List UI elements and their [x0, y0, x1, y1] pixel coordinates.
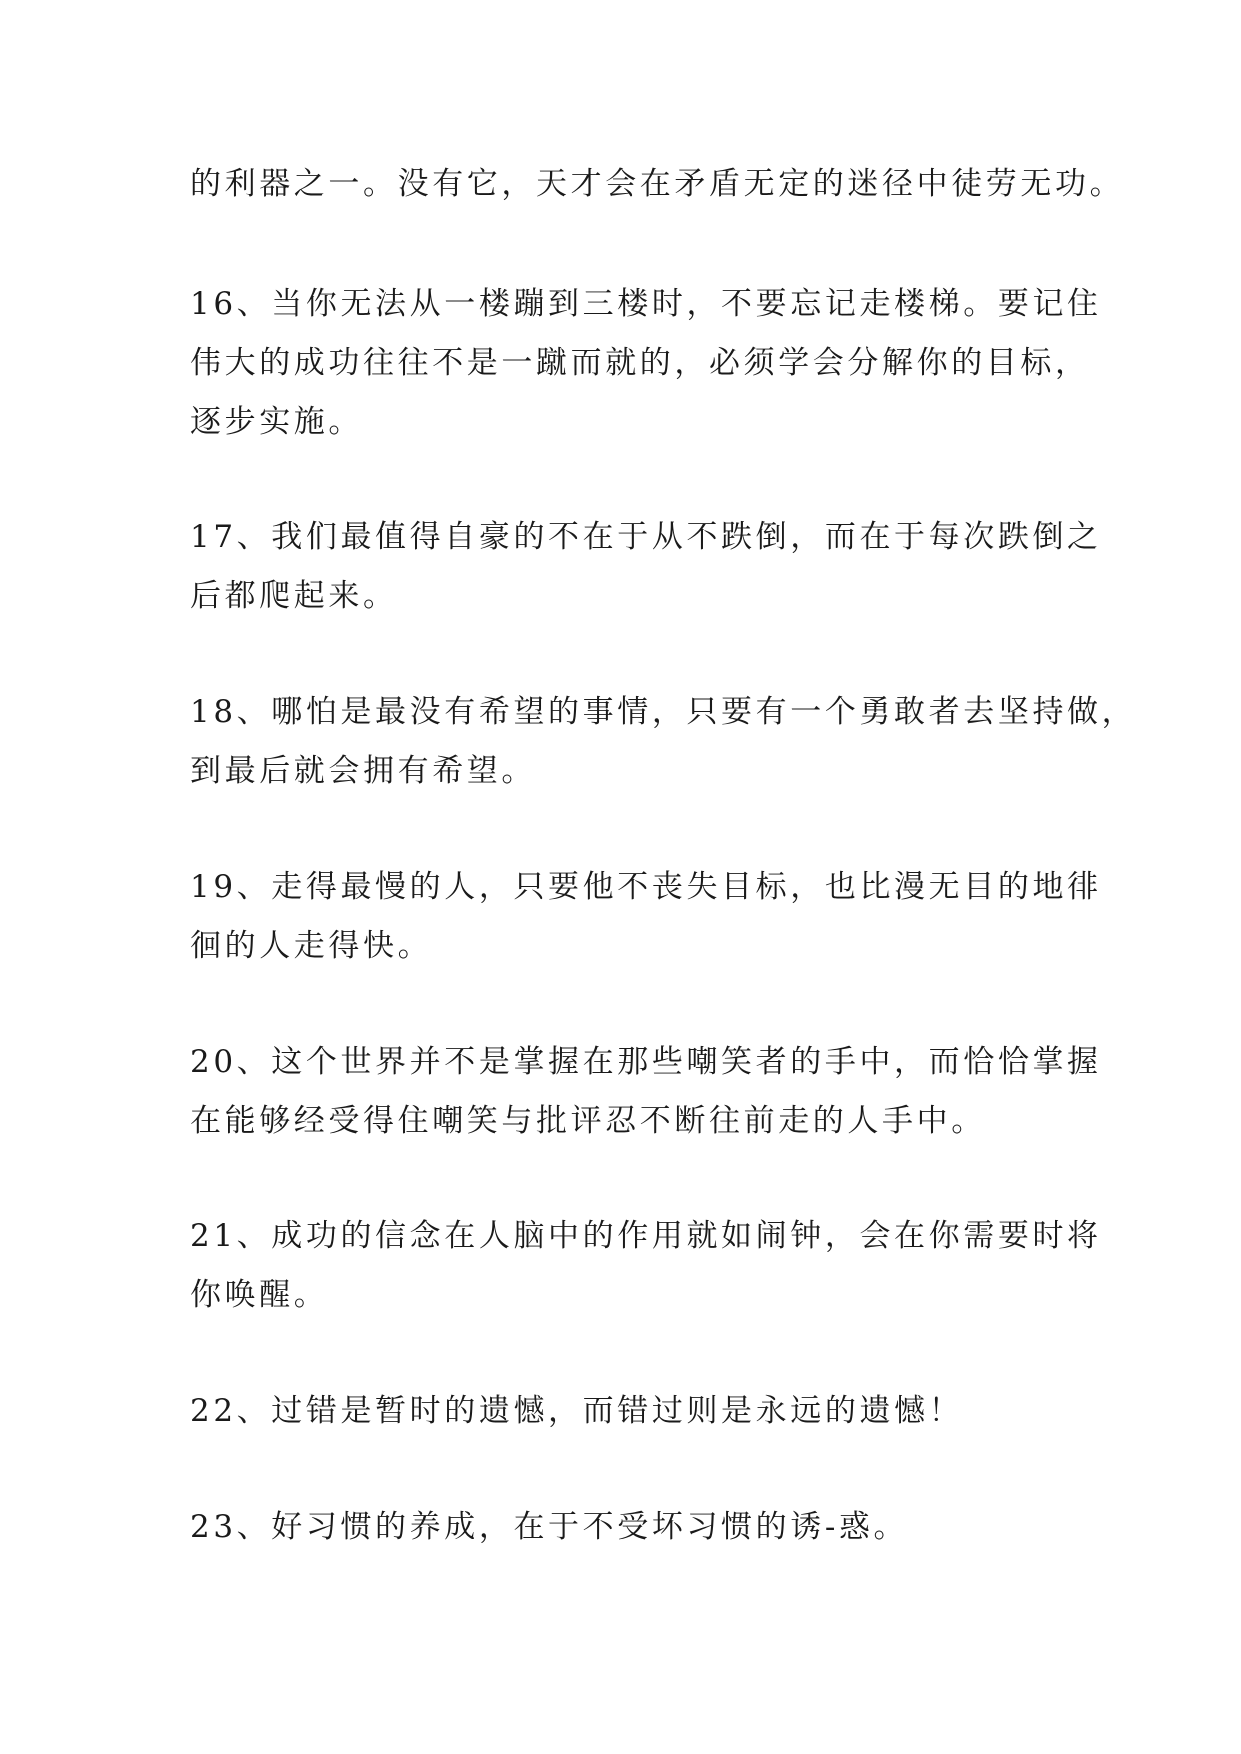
paragraph-line: 到最后就会拥有希望。 — [190, 753, 536, 789]
paragraph-line: 逐步实施。 — [190, 404, 363, 440]
paragraph-line: 20、这个世界并不是掌握在那些嘲笑者的手中，而恰恰掌握 — [190, 1044, 1102, 1080]
paragraph-line: 21、成功的信念在人脑中的作用就如闹钟，会在你需要时将 — [190, 1218, 1102, 1254]
paragraph-line: 22、过错是暂时的遗憾，而错过则是永远的遗憾！ — [190, 1393, 964, 1429]
paragraph-line: 在能够经受得住嘲笑与批评忍不断往前走的人手中。 — [190, 1103, 986, 1139]
paragraph-line: 23、好习惯的养成，在于不受坏习惯的诱-惑。 — [190, 1509, 909, 1545]
paragraph-line: 徊的人走得快。 — [190, 928, 433, 964]
paragraph-line: 后都爬起来。 — [190, 578, 398, 614]
paragraph-line: 19、走得最慢的人，只要他不丧失目标，也比漫无目的地徘 — [190, 869, 1102, 905]
paragraph-line: 17、我们最值得自豪的不在于从不跌倒，而在于每次跌倒之 — [190, 519, 1102, 555]
paragraph-line: 伟大的成功往往不是一蹴而就的，必须学会分解你的目标， — [190, 345, 1090, 381]
paragraph-line: 的利器之一。没有它，天才会在矛盾无定的迷径中徒劳无功。 — [190, 166, 1125, 202]
paragraph-line: 你唤醒。 — [190, 1277, 329, 1313]
paragraph-line: 16、当你无法从一楼蹦到三楼时，不要忘记走楼梯。要记住 — [190, 286, 1102, 322]
paragraph-line: 18、哪怕是最没有希望的事情，只要有一个勇敢者去坚持做， — [190, 694, 1137, 730]
